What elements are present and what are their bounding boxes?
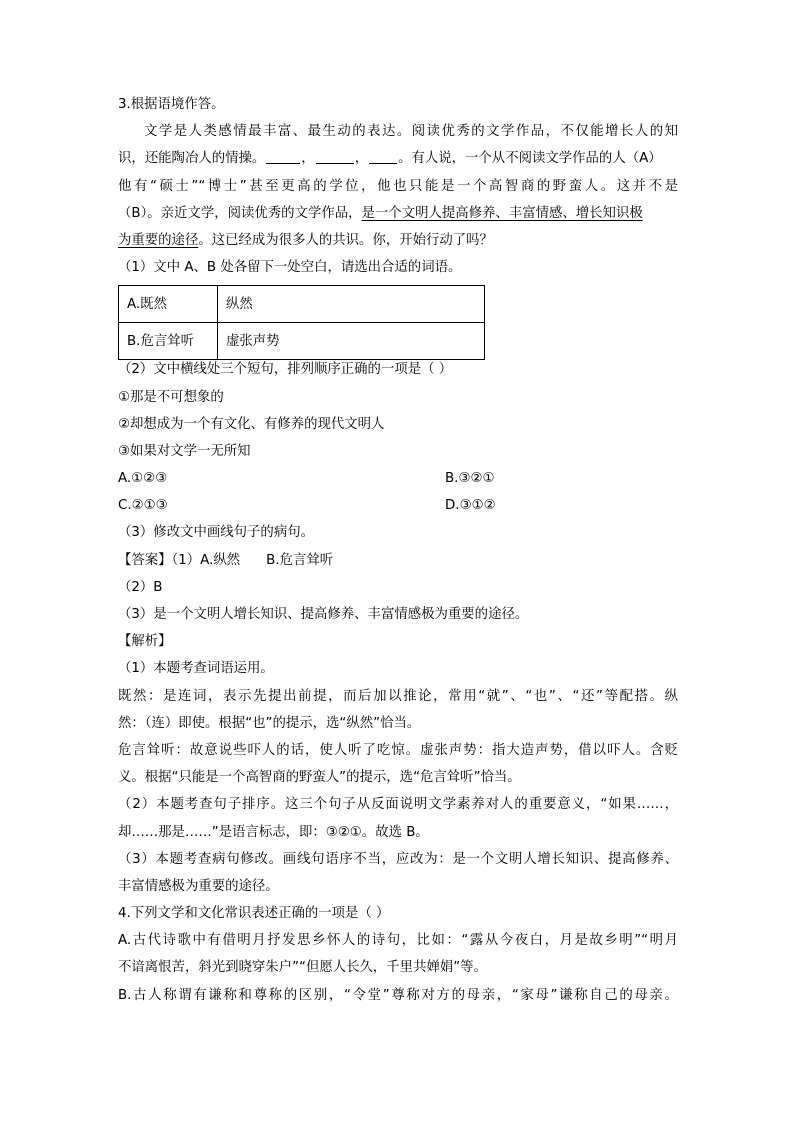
word-table bbox=[118, 285, 485, 360]
table-row bbox=[119, 286, 485, 323]
analysis-line: 既然：是连词，表示先提出前提，而后加以推论，常用“就”、“也”、“还”等配搭。纵 bbox=[118, 688, 678, 704]
blank-2 bbox=[316, 148, 354, 164]
q4-option-a-line-2: 不谙离恨苦，斜光到晓穿朱户”“但愿人长久，千里共婵娟”等。 bbox=[118, 960, 487, 976]
answer-3: （3）是一个文明人增长知识、提高修养、丰富情感极为重要的途径。 bbox=[118, 607, 529, 622]
sub-question-3: （3）修改文中画线句子的病句。 bbox=[118, 525, 314, 541]
answer-2: （2）B bbox=[118, 579, 163, 595]
analysis-line: 然：（连）即使。根据“也”的提示，选“纵然”恰当。 bbox=[118, 715, 421, 731]
sub-question-2: （2）文中横线处三个短句，排列顺序正确的一项是（ ） bbox=[118, 362, 453, 378]
passage-text: 。有人说，一个从不阅读文学作品的人（A） bbox=[398, 151, 662, 167]
options-row-1 bbox=[118, 465, 678, 492]
sentence-3: ③如果对文学一无所知 bbox=[118, 443, 251, 459]
separator: ， bbox=[354, 151, 369, 167]
q4-option-a-line-1[interactable]: A.古代诗歌中有借明月抒发思乡怀人的诗句，比如：“露从今夜白，月是故乡明”“明月 bbox=[118, 933, 678, 949]
option-b[interactable]: B.③②① bbox=[445, 471, 495, 487]
answer-1a: （1）A.纵然 bbox=[171, 552, 241, 568]
passage-line-1: 文学是人类感情最丰富、最生动的表达。阅读优秀的文学作品，不仅能增长人的知 bbox=[144, 124, 678, 140]
answer-label: 【答案】 bbox=[118, 552, 172, 568]
answer-1b: B.危言耸听 bbox=[266, 552, 334, 568]
table-row bbox=[119, 323, 485, 360]
question-3-title: 3.根据语境作答。 bbox=[118, 97, 225, 112]
separator: ， bbox=[301, 151, 315, 167]
sentence-2: ②却想成为一个有文化、有修养的现代文明人 bbox=[118, 416, 385, 432]
question-4-title: 4.下列文学和文化常识表述正确的一项是（ ） bbox=[118, 906, 390, 922]
table-cell: 虚张声势 bbox=[218, 323, 485, 360]
analysis-line: （3）本题考查病句修改。画线句语序不当，应改为：是一个文明人增长知识、提高修养、 bbox=[118, 851, 678, 867]
passage-line-4 bbox=[118, 200, 678, 227]
table-cell: A.既然 bbox=[119, 286, 218, 323]
analysis-label: 【解析】 bbox=[118, 634, 172, 650]
options-row-2 bbox=[118, 492, 678, 519]
table-cell: B.危言耸听 bbox=[119, 323, 218, 360]
passage-line-5 bbox=[118, 227, 678, 254]
blank-1 bbox=[266, 148, 300, 164]
answer-line-1 bbox=[118, 547, 678, 574]
option-a[interactable]: A.①②③ bbox=[118, 471, 168, 487]
passage-line-3: 他有“硕士”“博士”甚至更高的学位，他也只能是一个高智商的野蛮人。这并不是 bbox=[118, 178, 678, 194]
sub-question-1: （1）文中 A、B 处各留下一处空白，请选出合适的词语。 bbox=[118, 260, 462, 276]
analysis-line: （1）本题考查词语运用。 bbox=[118, 661, 274, 677]
q4-option-b-line-1[interactable]: B.古人称谓有谦称和尊称的区别，“令堂”尊称对方的母亲，“家母”谦称自己的母亲。 bbox=[118, 987, 678, 1003]
option-c[interactable]: C.②①③ bbox=[118, 498, 168, 514]
analysis-line: 危言耸听：故意说些吓人的话，使人听了吃惊。虚张声势：指大造声势，借以吓人。含贬 bbox=[118, 742, 678, 758]
passage-text: 。这已经成为很多人的共识。你，开始行动了吗？ bbox=[198, 232, 493, 248]
analysis-line: 丰富情感极为重要的途径。 bbox=[118, 878, 279, 894]
option-d[interactable]: D.③①② bbox=[445, 498, 496, 514]
table-cell: 纵然 bbox=[218, 286, 485, 323]
underlined-sentence: 为重要的途径 bbox=[118, 232, 199, 248]
underlined-sentence: 是一个文明人提高修养、丰富情感、增长知识极 bbox=[361, 205, 643, 221]
passage-text: （B）。亲近文学，阅读优秀的文学作品， bbox=[118, 205, 362, 221]
analysis-line: 却……那是……”是语言标志，即：③②①。故选 B。 bbox=[118, 824, 429, 840]
document-page bbox=[118, 0, 678, 1009]
blank-3 bbox=[369, 148, 397, 164]
sentence-1: ①那是不可想象的 bbox=[118, 389, 224, 405]
analysis-line: 义。根据“只能是一个高智商的野蛮人”的提示，选“危言耸听”恰当。 bbox=[118, 770, 521, 786]
passage-text: 识，还能陶冶人的情操。 bbox=[118, 151, 266, 167]
passage-line-2 bbox=[118, 145, 678, 172]
analysis-line: （2）本题考查句子排序。这三个句子从反面说明文学素养对人的重要意义，“如果……， bbox=[118, 797, 678, 813]
